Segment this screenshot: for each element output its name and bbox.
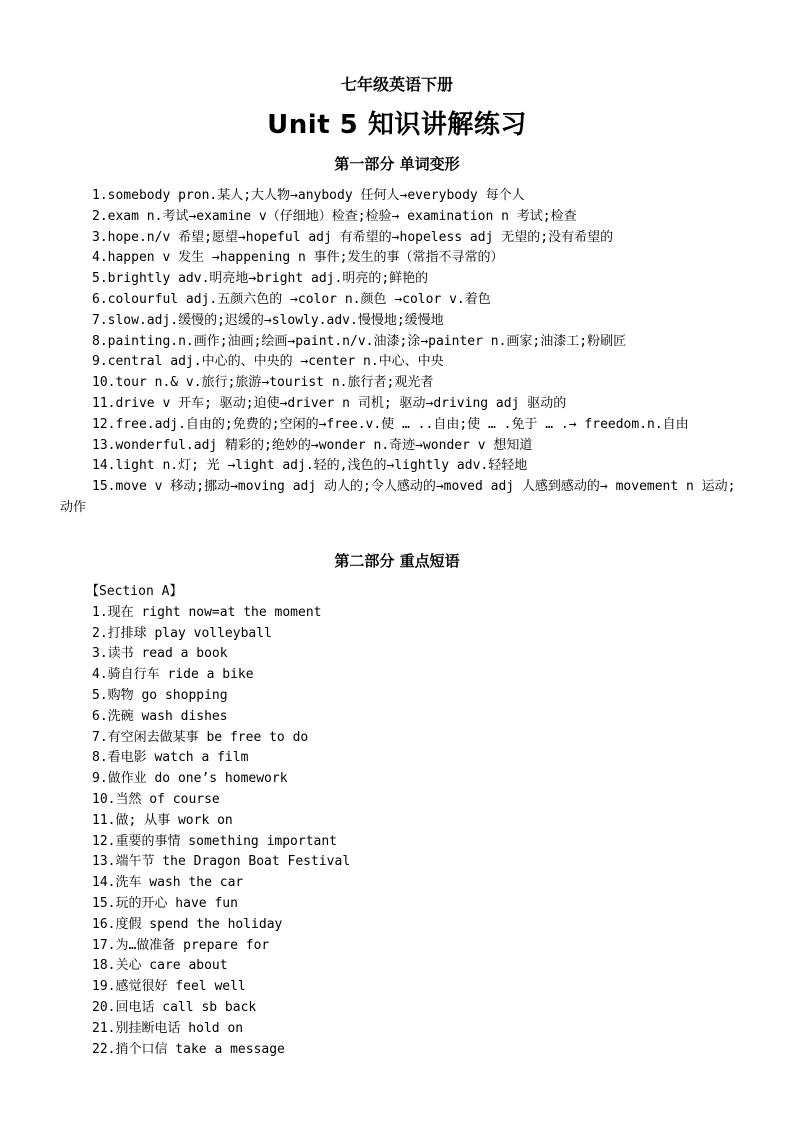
list-item: 21.别挂断电话 hold on (92, 1020, 244, 1036)
list-item: 8.painting.n.画作;油画;绘画→paint.n/v.油漆;涂→painter n.画家;油漆工;粉刷匠 (92, 333, 627, 349)
list-item: 3.hope.n/v 希望;愿望→hopeful adj 有希望的→hopeless adj 无望的;没有希望的 (92, 229, 614, 245)
list-item: 6.洗碗 wash dishes (92, 708, 228, 724)
list-item: 8.看电影 watch a film (92, 750, 249, 766)
list-item: 22.捎个口信 take a message (92, 1041, 285, 1057)
list-item: 10.当然 of course (92, 791, 220, 807)
list-item: 7.有空闲去做某事 be free to do (92, 729, 309, 745)
list-item: 12.free.adj.自由的;免费的;空闲的→free.v.使 … ..自由;使 … .免于 … .→ freedom.n.自由 (92, 416, 689, 432)
list-item: 5.brightly adv.明亮地→bright adj.明亮的;鲜艳的 (92, 271, 429, 287)
list-item: 6.colourful adj.五颜六色的 →color n.颜色 →color v.着色 (92, 291, 491, 307)
list-item: 20.回电话 call sb back (92, 999, 257, 1015)
list-item: 4.骑自行车 ride a bike (92, 667, 254, 683)
part2-phrase-list (60, 582, 740, 1060)
list-item: 18.关心 care about (92, 958, 228, 974)
list-item: 11.drive v 开车; 驱动;迫使→driver n 司机; 驱动→driving adj 驱动的 (92, 395, 567, 411)
list-item: 11.做; 从事 work on (92, 812, 233, 828)
list-item: 14.light n.灯; 光 →light adj.轻的,浅色的→lightly adv.轻轻地 (92, 458, 528, 474)
part1-heading: 第一部分 单词变形 (334, 155, 460, 173)
list-item: 4.happen v 发生 →happening n 事件;发生的事（常指不寻常的） (92, 250, 504, 266)
list-item: 12.重要的事情 something important (92, 833, 338, 849)
part1-word-list (60, 186, 740, 519)
page-title: Unit 5 知识讲解练习 (267, 110, 527, 140)
list-item: 17.为…做准备 prepare for (92, 937, 270, 953)
list-item: 9.central adj.中心的、中央的 →center n.中心、中央 (92, 354, 444, 370)
list-item: 15.玩的开心 have fun (92, 895, 238, 911)
list-item: 10.tour n.& v.旅行;旅游→tourist n.旅行者;观光者 (92, 375, 434, 391)
list-item: 7.slow.adj.缓慢的;迟缓的→slowly.adv.慢慢地;缓慢地 (92, 312, 444, 328)
list-item: 19.感觉很好 feel well (92, 979, 246, 995)
list-item: 2.打排球 play volleyball (92, 625, 272, 641)
list-item: 3.读书 read a book (92, 646, 228, 662)
list-item: 2.exam n.考试→examine v（仔细地）检查;检验→ examination n 考试;检查 (92, 208, 577, 224)
list-item: 9.做作业 do one’s homework (92, 771, 288, 787)
list-item: 16.度假 spend the holiday (92, 916, 283, 932)
list-item: 1.somebody pron.某人;大人物→anybody 任何人→everybody 每个人 (92, 188, 525, 203)
list-item: 15.move v 移动;挪动→moving adj 动人的;令人感动的→moved adj 人感到感动的→ movement n 运动;动作 (60, 479, 736, 515)
section-a-tag: 【Section A】 (86, 584, 183, 599)
list-item: 14.洗车 wash the car (92, 875, 244, 891)
list-item: 5.购物 go shopping (92, 687, 228, 703)
list-item: 1.现在 right now=at the moment (92, 604, 322, 620)
part2-heading: 第二部分 重点短语 (334, 552, 460, 570)
list-item: 13.wonderful.adj 精彩的;绝妙的→wonder n.奇迹→wonder v 想知道 (92, 437, 533, 453)
grade-subtitle: 七年级英语下册 (340, 75, 453, 94)
list-item: 13.端午节 the Dragon Boat Festival (92, 854, 351, 870)
